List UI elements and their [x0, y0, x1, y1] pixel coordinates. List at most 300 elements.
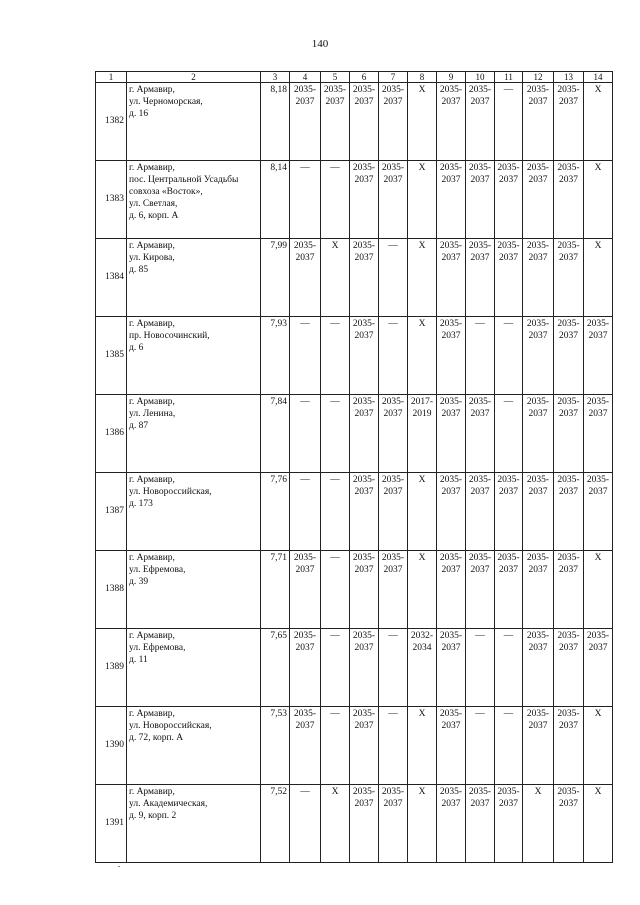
period-end: 2037: [354, 720, 374, 731]
column-header: 1: [96, 72, 127, 83]
period-cell: [290, 83, 321, 161]
address-line: г. Армавир,: [129, 709, 175, 719]
period-start: 2035-: [352, 163, 376, 173]
row-number: 1386: [96, 395, 127, 473]
period-cell: X: [408, 317, 437, 395]
period-cell: [437, 785, 466, 863]
period-cell: —: [290, 317, 321, 395]
table-row: [96, 83, 613, 161]
period-cell: [523, 161, 554, 239]
period-cell: [379, 551, 408, 629]
address-line: ул. Кирова,: [129, 252, 175, 263]
period-cell: —: [290, 395, 321, 473]
period-cell: —: [290, 473, 321, 551]
period-end: 2037: [295, 642, 315, 653]
period-cell: —: [321, 629, 350, 707]
period-start: 2035-: [439, 319, 463, 329]
period-start: 2035-: [557, 787, 580, 797]
period-cell: [350, 83, 379, 161]
period-cell: X: [408, 551, 437, 629]
period-cell: —: [321, 395, 350, 473]
address-line: ул. Новороссийская,: [129, 486, 212, 497]
period-end: 2037: [559, 486, 578, 497]
period-end: 2037: [383, 798, 403, 809]
period-start: 2035-: [439, 397, 463, 407]
period-end: 2037: [528, 96, 548, 107]
address-line: г. Армавир,: [129, 553, 175, 563]
period-cell: X: [408, 239, 437, 317]
period-cell: [554, 473, 584, 551]
period-end: 2037: [470, 408, 490, 419]
address-line: ул. Светлая,: [129, 198, 178, 209]
table-row: [96, 473, 613, 551]
period-start: 2035-: [381, 85, 405, 95]
period-start: 2035-: [557, 319, 580, 329]
period-cell: —: [466, 317, 495, 395]
period-start: 2035-: [352, 241, 376, 251]
period-end: 2037: [528, 486, 548, 497]
period-start: 2035-: [557, 397, 580, 407]
period-cell: [554, 785, 584, 863]
address-line: д. 173: [129, 498, 153, 509]
table-row: [96, 707, 613, 785]
period-end: 2037: [354, 96, 374, 107]
period-end: 2037: [441, 798, 461, 809]
table-row: [96, 629, 613, 707]
period-start: 2035-: [293, 553, 317, 563]
period-start: 2035-: [352, 319, 376, 329]
period-start: 2035-: [557, 553, 580, 563]
period-end: 2037: [559, 642, 578, 653]
period-cell: —: [321, 473, 350, 551]
period-cell: X: [408, 473, 437, 551]
period-end: 2037: [470, 564, 490, 575]
period-end: 2037: [470, 798, 490, 809]
period-end: 2037: [441, 486, 461, 497]
area-cell: 7,93: [261, 317, 290, 395]
period-cell: [584, 317, 613, 395]
period-start: 2035-: [352, 553, 376, 563]
row-number: 1383: [96, 161, 127, 239]
period-start: 2035-: [352, 85, 376, 95]
page-number: 140: [311, 38, 329, 50]
period-end: 2037: [559, 408, 578, 419]
period-cell: [290, 239, 321, 317]
period-start: 2035-: [586, 475, 610, 485]
period-start: 2035-: [497, 787, 520, 797]
period-cell: —: [379, 239, 408, 317]
address-line: д. 39: [129, 576, 149, 587]
period-cell: [466, 473, 495, 551]
period-end: 2037: [588, 486, 608, 497]
period-cell: —: [290, 785, 321, 863]
period-end: 2037: [354, 408, 374, 419]
column-header: 3: [261, 72, 290, 83]
period-end: 2037: [441, 564, 461, 575]
period-end: 2037: [588, 330, 608, 341]
period-end: 2034: [412, 642, 432, 653]
period-start: 2035-: [293, 709, 317, 719]
period-cell: [437, 551, 466, 629]
period-cell: [290, 629, 321, 707]
period-start: 2035-: [497, 241, 520, 251]
period-end: 2037: [383, 174, 403, 185]
period-start: 2035-: [439, 787, 463, 797]
period-cell: [350, 551, 379, 629]
housing-repair-table: [95, 71, 613, 863]
column-header: 6: [350, 72, 379, 83]
period-start: 2035-: [497, 163, 520, 173]
period-cell: [584, 395, 613, 473]
period-end: 2037: [528, 174, 548, 185]
period-cell: [584, 473, 613, 551]
address-line: г. Армавир,: [129, 241, 175, 251]
address-line: ул. Новороссийская,: [129, 720, 212, 731]
period-end: 2037: [528, 642, 548, 653]
period-end: 2037: [441, 720, 461, 731]
address-line: д. 6: [129, 342, 144, 353]
period-start: 2035-: [352, 787, 376, 797]
address-cell: [127, 83, 261, 161]
period-start: 2032-: [410, 631, 434, 641]
period-start: 2035-: [557, 241, 580, 251]
period-end: 2037: [559, 330, 578, 341]
row-number: 1382: [96, 83, 127, 161]
period-start: 2035-: [468, 397, 492, 407]
address-line: д. 72, корп. А: [129, 732, 184, 743]
period-end: 2037: [325, 96, 345, 107]
period-start: 2035-: [526, 475, 550, 485]
period-end: 2037: [354, 486, 374, 497]
period-cell: [350, 473, 379, 551]
period-cell: [495, 785, 523, 863]
period-end: 2019: [412, 408, 432, 419]
header-row: [96, 72, 613, 83]
row-number: 1391: [96, 785, 127, 863]
period-cell: [466, 395, 495, 473]
period-end: 2037: [559, 174, 578, 185]
period-cell: [437, 629, 466, 707]
period-start: 2035-: [468, 475, 492, 485]
address-cell: [127, 785, 261, 863]
address-line: г. Армавир,: [129, 319, 175, 329]
period-cell: X: [408, 785, 437, 863]
period-start: 2035-: [468, 85, 492, 95]
period-start: 2035-: [526, 709, 550, 719]
period-start: 2035-: [352, 631, 376, 641]
period-end: 2037: [499, 486, 518, 497]
period-end: 2037: [441, 408, 461, 419]
period-start: 2035-: [526, 241, 550, 251]
period-cell: [495, 551, 523, 629]
column-header: 5: [321, 72, 350, 83]
period-start: 2035-: [557, 85, 580, 95]
table-row: [96, 161, 613, 239]
period-cell: X: [584, 551, 613, 629]
period-end: 2037: [354, 174, 374, 185]
period-start: 2035-: [352, 709, 376, 719]
period-end: 2037: [470, 252, 490, 263]
period-start: 2035-: [468, 163, 492, 173]
period-end: 2037: [441, 174, 461, 185]
period-start: 2035-: [557, 163, 580, 173]
period-start: 2035-: [468, 787, 492, 797]
period-end: 2037: [559, 96, 578, 107]
period-cell: [523, 629, 554, 707]
period-cell: [523, 395, 554, 473]
period-end: 2037: [295, 720, 315, 731]
period-cell: [584, 629, 613, 707]
period-start: 2035-: [381, 397, 405, 407]
period-cell: [523, 707, 554, 785]
period-cell: [408, 629, 437, 707]
period-cell: —: [495, 395, 523, 473]
period-end: 2037: [499, 174, 518, 185]
period-cell: X: [584, 707, 613, 785]
address-line: ул. Ефремова,: [129, 564, 186, 575]
period-end: 2037: [470, 96, 490, 107]
period-cell: [554, 707, 584, 785]
period-end: 2037: [528, 252, 548, 263]
table-row: [96, 395, 613, 473]
address-line: пос. Центральной Усадьбы: [129, 174, 239, 185]
period-cell: [523, 83, 554, 161]
address-line: г. Армавир,: [129, 475, 175, 485]
address-line: д. 87: [129, 420, 149, 431]
period-cell: [523, 473, 554, 551]
address-cell: [127, 551, 261, 629]
period-cell: X: [408, 83, 437, 161]
period-end: 2037: [441, 642, 461, 653]
period-start: 2035-: [352, 475, 376, 485]
period-cell: [408, 395, 437, 473]
period-cell: [350, 707, 379, 785]
period-start: 2035-: [439, 709, 463, 719]
period-cell: [523, 239, 554, 317]
row-number: 1387: [96, 473, 127, 551]
address-line: ул. Ефремова,: [129, 642, 186, 653]
period-cell: [495, 239, 523, 317]
period-end: 2037: [528, 564, 548, 575]
period-start: 2035-: [526, 631, 550, 641]
period-cell: [350, 395, 379, 473]
period-cell: [554, 239, 584, 317]
period-start: 2035-: [468, 553, 492, 563]
period-cell: —: [466, 629, 495, 707]
row-number: 1389: [96, 629, 127, 707]
period-end: 2037: [470, 174, 490, 185]
area-cell: 7,65: [261, 629, 290, 707]
period-end: 2037: [295, 252, 315, 263]
period-start: 2035-: [293, 631, 317, 641]
row-number: 1384: [96, 239, 127, 317]
address-line: д. 9, корп. 2: [129, 810, 177, 821]
period-end: 2037: [499, 798, 518, 809]
period-end: 2037: [441, 96, 461, 107]
area-cell: 7,76: [261, 473, 290, 551]
period-cell: —: [495, 707, 523, 785]
address-line: д. 11: [129, 654, 148, 665]
area-cell: 8,14: [261, 161, 290, 239]
period-end: 2037: [354, 798, 374, 809]
period-end: 2037: [470, 486, 490, 497]
period-start: 2035-: [468, 241, 492, 251]
period-start: 2035-: [439, 163, 463, 173]
column-header: 7: [379, 72, 408, 83]
period-cell: [379, 395, 408, 473]
period-end: 2037: [354, 252, 374, 263]
period-cell: [321, 83, 350, 161]
address-cell: [127, 317, 261, 395]
period-cell: X: [584, 239, 613, 317]
period-end: 2037: [559, 798, 578, 809]
address-line: д. 6, корп. А: [129, 210, 179, 221]
table-row: [96, 551, 613, 629]
period-start: 2035-: [557, 631, 580, 641]
row-number: 1390: [96, 707, 127, 785]
period-cell: —: [321, 707, 350, 785]
column-header: 11: [495, 72, 523, 83]
period-cell: [554, 83, 584, 161]
period-start: 2035-: [557, 475, 580, 485]
period-cell: —: [466, 707, 495, 785]
period-cell: [290, 707, 321, 785]
period-cell: —: [495, 317, 523, 395]
period-cell: [495, 161, 523, 239]
period-end: 2037: [528, 330, 548, 341]
period-cell: [437, 473, 466, 551]
period-end: 2037: [354, 330, 374, 341]
area-cell: 7,52: [261, 785, 290, 863]
period-start: 2035-: [526, 319, 550, 329]
period-cell: X: [408, 707, 437, 785]
period-cell: [379, 473, 408, 551]
period-cell: [466, 239, 495, 317]
period-cell: [350, 239, 379, 317]
period-cell: [350, 629, 379, 707]
period-cell: [350, 161, 379, 239]
period-end: 2037: [441, 330, 461, 341]
period-start: 2035-: [557, 709, 580, 719]
period-start: 2035-: [526, 397, 550, 407]
period-end: 2037: [354, 564, 374, 575]
area-cell: 7,53: [261, 707, 290, 785]
column-header: 9: [437, 72, 466, 83]
period-cell: [554, 551, 584, 629]
period-cell: —: [495, 629, 523, 707]
period-start: 2035-: [381, 787, 405, 797]
period-end: 2037: [559, 564, 578, 575]
period-end: 2037: [499, 252, 518, 263]
address-cell: [127, 395, 261, 473]
address-cell: [127, 161, 261, 239]
address-line: совхоза «Восток»,: [129, 186, 203, 197]
period-end: 2037: [559, 252, 578, 263]
period-start: 2035-: [526, 85, 550, 95]
area-cell: 7,84: [261, 395, 290, 473]
period-end: 2037: [295, 96, 315, 107]
column-header: 4: [290, 72, 321, 83]
period-end: 2037: [383, 408, 403, 419]
period-cell: X: [523, 785, 554, 863]
period-cell: —: [495, 83, 523, 161]
area-cell: 7,71: [261, 551, 290, 629]
period-start: 2035-: [439, 85, 463, 95]
period-cell: [466, 785, 495, 863]
period-cell: [437, 317, 466, 395]
table-row: [96, 317, 613, 395]
period-start: 2035-: [439, 631, 463, 641]
period-cell: [554, 161, 584, 239]
address-cell: [127, 629, 261, 707]
period-cell: —: [321, 161, 350, 239]
period-cell: [437, 395, 466, 473]
period-start: 2035-: [381, 553, 405, 563]
address-line: ул. Ленина,: [129, 408, 176, 419]
period-cell: X: [584, 161, 613, 239]
period-cell: [437, 707, 466, 785]
table-row: [96, 785, 613, 863]
address-line: ул. Академическая,: [129, 798, 208, 809]
period-cell: —: [379, 707, 408, 785]
address-line: д. 85: [129, 264, 149, 275]
period-start: 2035-: [293, 241, 317, 251]
period-start: 2017-: [410, 397, 434, 407]
period-start: 2035-: [497, 475, 520, 485]
period-cell: —: [379, 629, 408, 707]
period-start: 2035-: [586, 631, 610, 641]
period-cell: —: [290, 161, 321, 239]
period-end: 2037: [559, 720, 578, 731]
period-cell: —: [379, 317, 408, 395]
period-end: 2037: [383, 564, 403, 575]
period-cell: [437, 83, 466, 161]
period-cell: [350, 317, 379, 395]
period-start: 2035-: [439, 475, 463, 485]
column-header: 10: [466, 72, 495, 83]
period-start: 2035-: [352, 397, 376, 407]
column-header: 12: [523, 72, 554, 83]
period-start: 2035-: [526, 553, 550, 563]
period-cell: [379, 83, 408, 161]
period-end: 2037: [383, 486, 403, 497]
period-end: 2037: [528, 408, 548, 419]
period-end: 2037: [499, 564, 518, 575]
period-cell: X: [584, 785, 613, 863]
period-start: 2035-: [381, 475, 405, 485]
period-cell: [379, 785, 408, 863]
period-end: 2037: [528, 720, 548, 731]
period-start: 2035-: [586, 397, 610, 407]
period-cell: [466, 161, 495, 239]
period-end: 2037: [383, 96, 403, 107]
period-cell: [523, 551, 554, 629]
address-line: д. 16: [129, 108, 149, 119]
period-start: 2035-: [323, 85, 347, 95]
period-cell: [437, 239, 466, 317]
area-cell: 8,18: [261, 83, 290, 161]
period-cell: [466, 83, 495, 161]
scan-mark: [118, 866, 120, 867]
address-cell: [127, 707, 261, 785]
period-start: 2035-: [586, 319, 610, 329]
column-header: 14: [584, 72, 613, 83]
period-cell: [379, 161, 408, 239]
period-start: 2035-: [439, 553, 463, 563]
period-end: 2037: [588, 408, 608, 419]
period-cell: X: [408, 161, 437, 239]
address-cell: [127, 473, 261, 551]
